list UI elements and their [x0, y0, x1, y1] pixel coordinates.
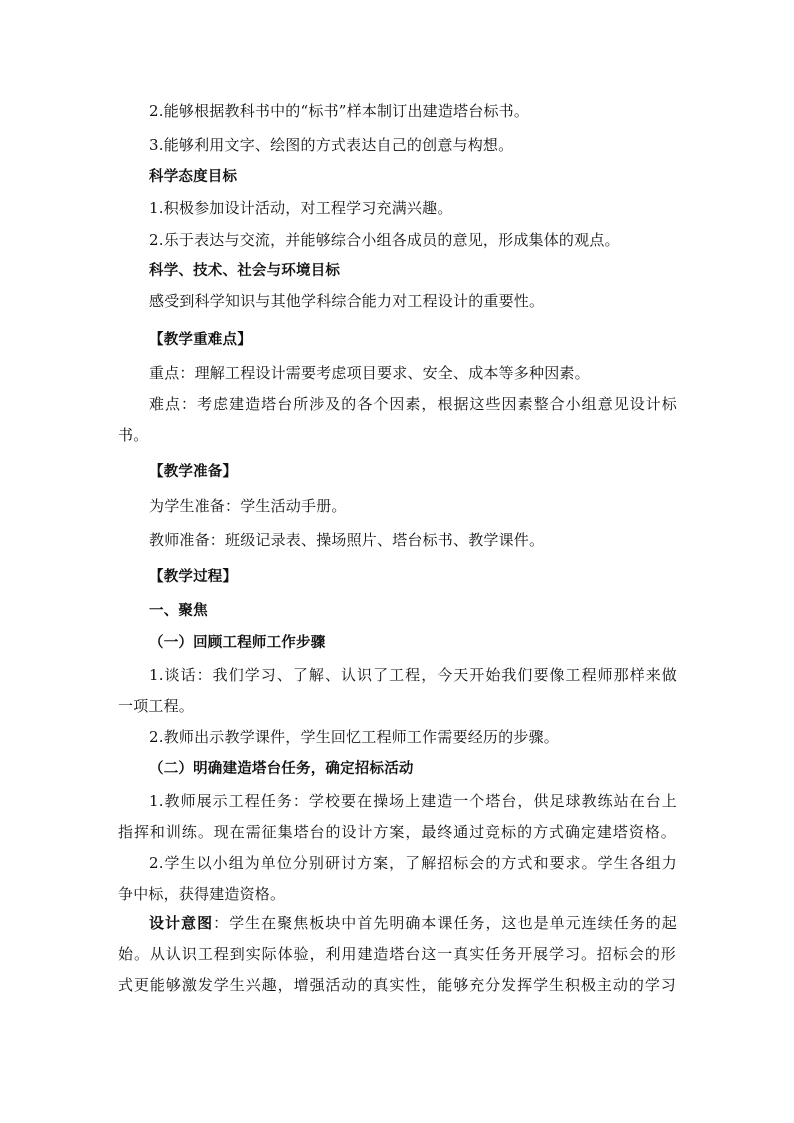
design-intent-line-1-text: ：学生在聚焦板块中首先明确本课任务，这也是单元连续任务的起 [213, 914, 677, 932]
sub2-item-2-line-2: 争中标，获得建造资格。 [118, 885, 286, 903]
subsection-2-heading: （二）明确建造塔台任务，确定招标活动 [149, 761, 414, 777]
process-heading: 【教学过程】 [149, 569, 238, 585]
attitude-heading: 科学态度目标 [149, 169, 238, 185]
sub1-item-2: 2.教师出示教学课件，学生回忆工程师工作需要经历的步骤。 [149, 728, 559, 746]
sub2-item-2-line-1: 2.学生以小组为单位分别研讨方案，了解招标会的方式和要求。学生各组力 [149, 854, 677, 872]
section-focus-heading: 一、聚焦 [149, 603, 208, 619]
sub1-item-1-line-1: 1.谈话：我们学习、了解、认识了工程，今天开始我们要像工程师那样来做 [149, 666, 677, 684]
stse-text: 感受到科学知识与其他学科综合能力对工程设计的重要性。 [149, 292, 545, 310]
attitude-item-1: 1.积极参加设计活动，对工程学习充满兴趣。 [149, 199, 453, 217]
key-points-heading: 【教学重难点】 [149, 332, 252, 348]
preparation-teacher: 教师准备：班级记录表、操场照片、塔台标书、教学课件。 [149, 531, 545, 549]
stse-heading: 科学、技术、社会与环境目标 [149, 263, 341, 279]
design-intent-line-1 [149, 913, 677, 933]
objective-item-2: 2.能够根据教科书中的“标书”样本制订出建造塔台标书。 [149, 102, 530, 120]
sub1-item-1-line-2: 一项工程。 [118, 697, 195, 715]
sub2-item-1-line-1: 1.教师展示工程任务：学校要在操场上建造一个塔台，供足球教练站在台上 [149, 792, 677, 810]
key-point-difficulty-line-1: 难点：考虑建造塔台所涉及的各个因素，根据这些因素整合小组意见设计标 [149, 395, 677, 413]
objective-item-3: 3.能够利用文字、绘图的方式表达自己的创意与构想。 [149, 136, 514, 154]
key-point-difficulty-line-2: 书。 [118, 426, 149, 444]
design-intent-label: 设计意图 [149, 914, 214, 932]
design-intent-line-3: 式更能够激发学生兴趣，增强活动的真实性，能够充分发挥学生积极主动的学习 [118, 976, 676, 994]
sub2-item-1-line-2: 指挥和训练。现在需征集塔台的设计方案，最终通过竞标的方式确定建塔资格。 [118, 823, 676, 841]
subsection-1-heading: （一）回顾工程师工作步骤 [149, 635, 326, 651]
key-point-focus: 重点：理解工程设计需要考虑项目要求、安全、成本等多种因素。 [149, 364, 590, 382]
attitude-item-2: 2.乐于表达与交流，并能够综合小组各成员的意见，形成集体的观点。 [149, 231, 620, 249]
design-intent-line-2: 始。从认识工程到实际体验，利用建造塔台这一真实任务开展学习。招标会的形 [118, 945, 676, 963]
preparation-students: 为学生准备：学生活动手册。 [149, 497, 347, 515]
preparation-heading: 【教学准备】 [149, 464, 238, 480]
